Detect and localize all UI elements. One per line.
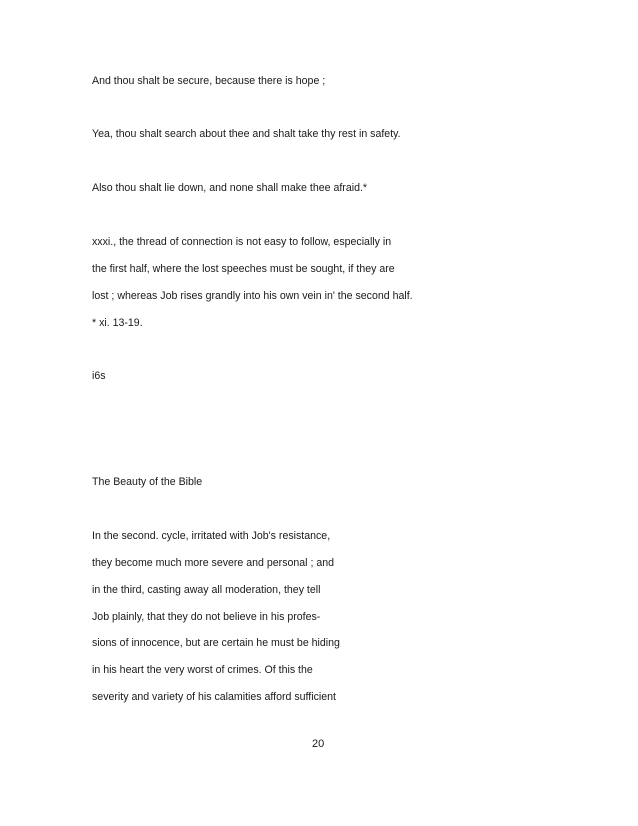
running-title: The Beauty of the Bible bbox=[92, 476, 203, 488]
footnote: * xi. 13-19. bbox=[92, 317, 143, 329]
text-line: sions of innocence, but are certain he must be hiding bbox=[92, 637, 340, 649]
text-line: lost ; whereas Job rises grandly into his own vein in' the second half. bbox=[92, 290, 413, 302]
text-line: in the third, casting away all moderation, they tell bbox=[92, 584, 321, 596]
text-line: Yea, thou shalt search about thee and shalt take thy rest in safety. bbox=[92, 128, 401, 140]
text-line: Also thou shalt lie down, and none shall make thee afraid.* bbox=[92, 182, 368, 194]
text-line: the first half, where the lost speeches must be sought, if they are bbox=[92, 263, 395, 275]
text-line: xxxi., the thread of connection is not easy to follow, especially in bbox=[92, 236, 392, 248]
page-marker: i6s bbox=[92, 370, 106, 382]
text-line: And thou shalt be secure, because there is hope ; bbox=[92, 75, 326, 87]
text-line: Job plainly, that they do not believe in his profes- bbox=[92, 611, 321, 623]
text-line: in his heart the very worst of crimes. Of this the bbox=[92, 664, 313, 676]
page-number: 20 bbox=[312, 738, 325, 750]
text-line: In the second. cycle, irritated with Job's resistance, bbox=[92, 530, 331, 542]
text-line: severity and variety of his calamities afford sufficient bbox=[92, 691, 336, 703]
text-line: they become much more severe and personal ; and bbox=[92, 557, 335, 569]
